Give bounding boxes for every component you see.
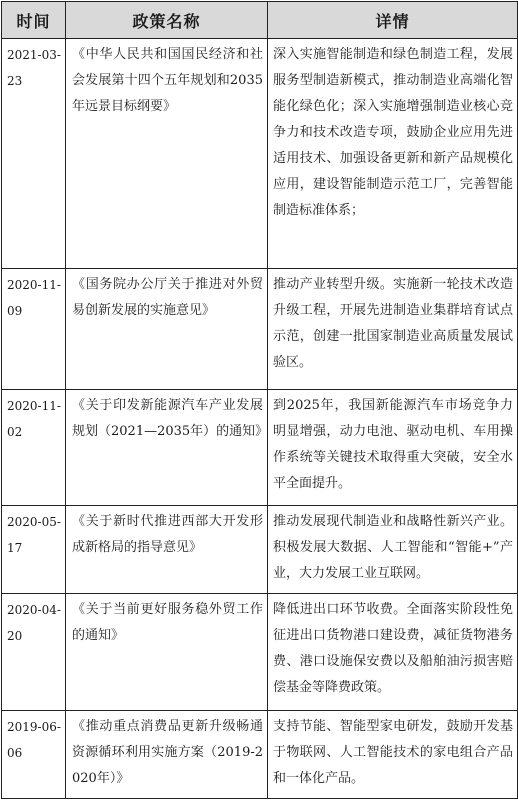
row-details: 到2025年，我国新能源汽车市场竞争力明显增强，动力电池、驱动电机、车用操作系统等关键技术取得重大突破，安全水平全面提升。 bbox=[268, 390, 518, 505]
row-policy-name: 《中华人民共和国国民经济和社会发展第十四个五年规划和2035年远景目标纲要》 bbox=[66, 39, 268, 269]
table-row bbox=[2, 505, 518, 593]
row-date: 2020-04-20 bbox=[2, 593, 66, 710]
table-row bbox=[2, 710, 518, 798]
table-row bbox=[2, 39, 518, 269]
table-row bbox=[2, 593, 518, 710]
header-time: 时间 bbox=[2, 2, 66, 39]
table-header-row bbox=[2, 2, 518, 39]
row-date: 2021-03-23 bbox=[2, 39, 66, 269]
row-date: 2020-11-02 bbox=[2, 390, 66, 505]
row-details: 推动产业转型升级。实施新一轮技术改造升级工程，开展先进制造业集群培育试点示范，创建一批国家制造业高质量发展试验区。 bbox=[268, 269, 518, 390]
row-policy-name: 《关于当前更好服务稳外贸工作的通知》 bbox=[66, 593, 268, 710]
policy-table bbox=[1, 1, 518, 799]
row-details: 深入实施智能制造和绿色制造工程，发展服务型制造新模式，推动制造业高端化智能化绿色化；深入实施增强制造业核心竞争力和技术改造专项，鼓励企业应用先进适用技术、加强设备更新和新产品规模化应用，建设智能制造示范工厂，完善智能制造标准体系； bbox=[268, 39, 518, 269]
row-policy-name: 《推动重点消费品更新升级畅通资源循环利用实施方案（2019-2020年）》 bbox=[66, 710, 268, 798]
row-date: 2020-11-09 bbox=[2, 269, 66, 390]
row-details: 推动发展现代制造业和战略性新兴产业。积极发展大数据、人工智能和“智能+”产业，大力发展工业互联网。 bbox=[268, 505, 518, 593]
row-date: 2019-06-06 bbox=[2, 710, 66, 798]
row-date: 2020-05-17 bbox=[2, 505, 66, 593]
header-details: 详情 bbox=[268, 2, 518, 39]
row-details: 降低进出口环节收费。全面落实阶段性免征进出口货物港口建设费，减征货物港务费、港口设施保安费以及船舶油污损害赔偿基金等降费政策。 bbox=[268, 593, 518, 710]
row-details: 支持节能、智能型家电研发，鼓励开发基于物联网、人工智能技术的家电组合产品和一体化产品。 bbox=[268, 710, 518, 798]
table-row bbox=[2, 269, 518, 390]
row-policy-name: 《关于印发新能源汽车产业发展规划（2021—2035年）的通知》 bbox=[66, 390, 268, 505]
header-policy-name: 政策名称 bbox=[66, 2, 268, 39]
row-policy-name: 《关于新时代推进西部大开发形成新格局的指导意见》 bbox=[66, 505, 268, 593]
table-row bbox=[2, 390, 518, 505]
row-policy-name: 《国务院办公厅关于推进对外贸易创新发展的实施意见》 bbox=[66, 269, 268, 390]
